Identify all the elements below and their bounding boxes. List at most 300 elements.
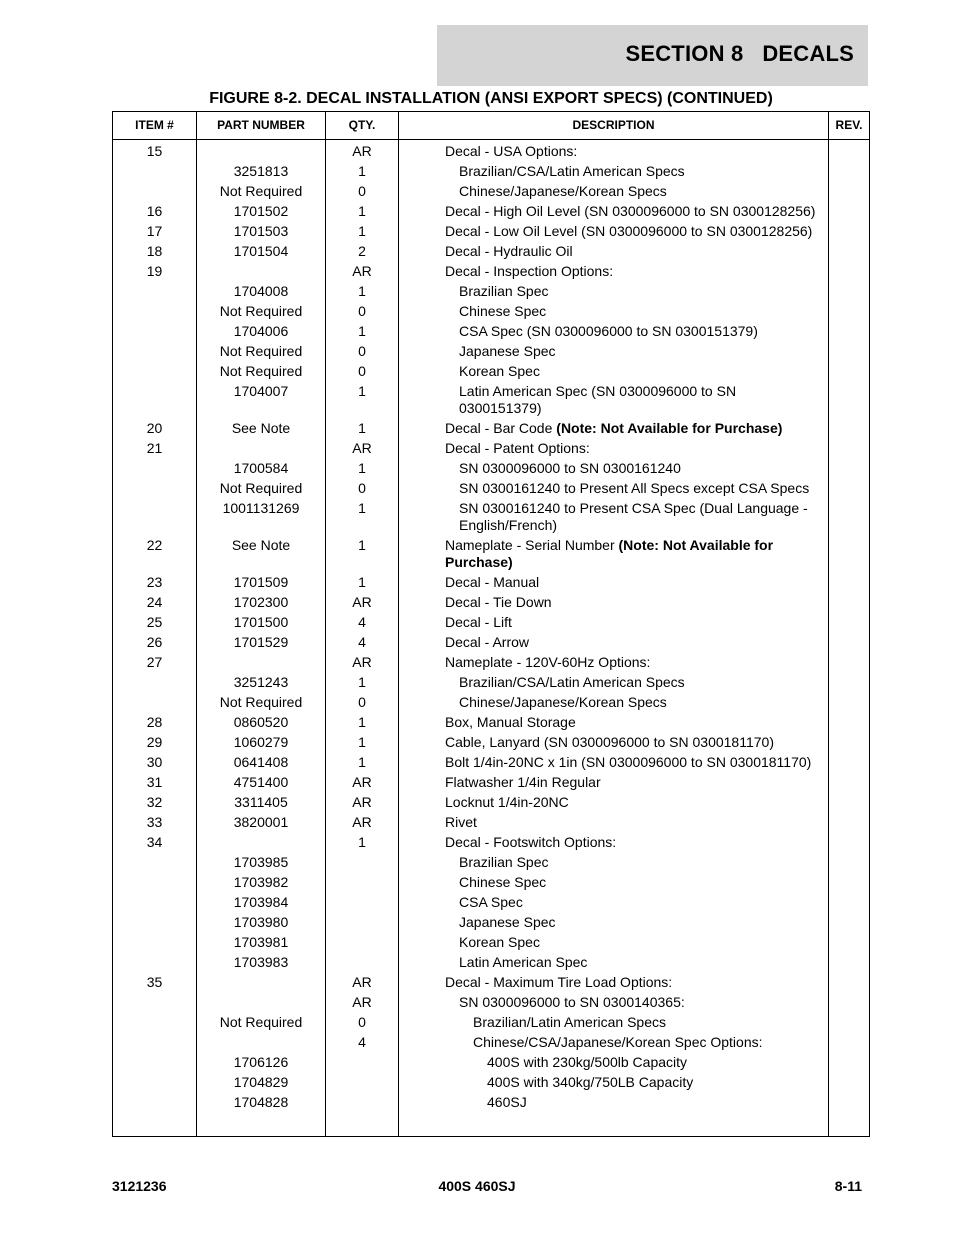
rev-cell xyxy=(829,163,870,183)
description-cell xyxy=(399,363,829,383)
part-number-cell: 1703980 xyxy=(197,914,326,934)
description-text: Decal - Manual xyxy=(445,574,540,590)
qty-cell: AR xyxy=(326,140,399,164)
item-number-cell: 22 xyxy=(113,537,197,574)
table-row xyxy=(113,714,870,734)
rev-cell xyxy=(829,140,870,164)
description-text: Brazilian/Latin American Specs xyxy=(473,1014,666,1030)
part-number-cell: 1704828 xyxy=(197,1094,326,1114)
item-number-cell: 17 xyxy=(113,223,197,243)
qty-cell xyxy=(326,954,399,974)
description-text: Decal - Inspection Options: xyxy=(445,263,614,279)
part-number-cell: 3251813 xyxy=(197,163,326,183)
part-number-cell: Not Required xyxy=(197,183,326,203)
item-number-cell xyxy=(113,1014,197,1034)
rev-cell xyxy=(829,594,870,614)
item-number-cell xyxy=(113,934,197,954)
description-text: Decal - Arrow xyxy=(445,634,530,650)
rev-cell xyxy=(829,1094,870,1114)
description-text: Bolt 1/4in-20NC x 1in (SN 0300096000 to SN 0300181170) xyxy=(445,754,812,770)
description-text: Korean Spec xyxy=(459,934,540,950)
item-number-cell: 23 xyxy=(113,574,197,594)
description-cell xyxy=(399,537,829,574)
qty-cell: 1 xyxy=(326,734,399,754)
empty-cell xyxy=(197,1114,326,1137)
figure-title: FIGURE 8-2. DECAL INSTALLATION (ANSI EXPORT SPECS) (CONTINUED) xyxy=(209,90,773,107)
rev-cell xyxy=(829,874,870,894)
part-number-cell: 3311405 xyxy=(197,794,326,814)
part-number-cell: 3251243 xyxy=(197,674,326,694)
rev-cell xyxy=(829,654,870,674)
item-number-cell: 19 xyxy=(113,263,197,283)
description-text: Chinese/Japanese/Korean Specs xyxy=(459,694,667,710)
rev-cell xyxy=(829,500,870,537)
col-header-rev: REV. xyxy=(829,112,870,140)
part-number-cell: 1706126 xyxy=(197,1054,326,1074)
rev-cell xyxy=(829,440,870,460)
description-cell xyxy=(399,814,829,834)
rev-cell xyxy=(829,223,870,243)
qty-cell: 4 xyxy=(326,614,399,634)
description-cell xyxy=(399,1014,829,1034)
table-row xyxy=(113,754,870,774)
rev-cell xyxy=(829,1034,870,1054)
table-row xyxy=(113,263,870,283)
description-cell xyxy=(399,283,829,303)
qty-cell: 0 xyxy=(326,694,399,714)
table-row xyxy=(113,500,870,537)
description-cell xyxy=(399,674,829,694)
table-row xyxy=(113,183,870,203)
qty-cell: 1 xyxy=(326,574,399,594)
qty-cell xyxy=(326,1094,399,1114)
description-cell xyxy=(399,500,829,537)
part-number-cell: 1701504 xyxy=(197,243,326,263)
description-text: Latin American Spec xyxy=(459,954,588,970)
item-number-cell xyxy=(113,1094,197,1114)
description-cell xyxy=(399,974,829,994)
qty-cell: 4 xyxy=(326,1034,399,1054)
description-text: Chinese Spec xyxy=(459,874,547,890)
rev-cell xyxy=(829,283,870,303)
description-text: Cable, Lanyard (SN 0300096000 to SN 0300181170) xyxy=(445,734,774,750)
qty-cell xyxy=(326,1054,399,1074)
part-number-cell: 1703981 xyxy=(197,934,326,954)
qty-cell: 1 xyxy=(326,460,399,480)
footer-model: 400S 460SJ xyxy=(438,1178,516,1194)
description-text: SN 0300096000 to SN 0300161240 xyxy=(459,460,681,476)
description-text: 460SJ xyxy=(487,1094,527,1110)
description-cell xyxy=(399,894,829,914)
col-header-qty: QTY. xyxy=(326,112,399,140)
table-row xyxy=(113,694,870,714)
table-row xyxy=(113,163,870,183)
description-text: Latin American Spec (SN 0300096000 to SN 0300151379) xyxy=(459,383,740,416)
parts-table xyxy=(112,111,870,1137)
description-cell xyxy=(399,1074,829,1094)
part-number-cell xyxy=(197,263,326,283)
description-cell xyxy=(399,1094,829,1114)
qty-cell xyxy=(326,854,399,874)
description-text: SN 0300161240 to Present CSA Spec (Dual Language - English/French) xyxy=(459,500,812,533)
description-text: Locknut 1/4in-20NC xyxy=(445,794,569,810)
section-title: SECTION 8 DECALS xyxy=(625,41,854,66)
item-number-cell xyxy=(113,363,197,383)
table-row xyxy=(113,243,870,263)
description-cell xyxy=(399,480,829,500)
part-number-cell: Not Required xyxy=(197,363,326,383)
qty-cell: 1 xyxy=(326,537,399,574)
qty-cell xyxy=(326,874,399,894)
table-row xyxy=(113,1074,870,1094)
qty-cell: AR xyxy=(326,974,399,994)
qty-cell: 2 xyxy=(326,243,399,263)
empty-cell xyxy=(326,1114,399,1137)
part-number-cell: 1703985 xyxy=(197,854,326,874)
description-cell xyxy=(399,203,829,223)
description-text: Decal - Patent Options: xyxy=(445,440,590,456)
description-cell xyxy=(399,594,829,614)
part-number-cell: Not Required xyxy=(197,694,326,714)
table-row xyxy=(113,874,870,894)
description-text: 400S with 230kg/500lb Capacity xyxy=(487,1054,688,1070)
table-header-row xyxy=(113,112,870,140)
description-cell xyxy=(399,574,829,594)
description-text: Chinese/CSA/Japanese/Korean Spec Options: xyxy=(473,1034,763,1050)
col-header-description: DESCRIPTION xyxy=(399,112,829,140)
description-cell xyxy=(399,854,829,874)
empty-cell xyxy=(829,1114,870,1137)
rev-cell xyxy=(829,1074,870,1094)
item-number-cell: 24 xyxy=(113,594,197,614)
description-cell xyxy=(399,794,829,814)
description-cell xyxy=(399,914,829,934)
item-number-cell xyxy=(113,994,197,1014)
item-number-cell xyxy=(113,323,197,343)
empty-cell xyxy=(399,1114,829,1137)
rev-cell xyxy=(829,343,870,363)
description-cell xyxy=(399,323,829,343)
description-cell xyxy=(399,303,829,323)
qty-cell: 0 xyxy=(326,183,399,203)
item-number-cell: 28 xyxy=(113,714,197,734)
description-cell xyxy=(399,614,829,634)
qty-cell: 1 xyxy=(326,323,399,343)
item-number-cell: 16 xyxy=(113,203,197,223)
description-text: SN 0300096000 to SN 0300140365: xyxy=(459,994,685,1010)
item-number-cell: 35 xyxy=(113,974,197,994)
description-cell xyxy=(399,223,829,243)
table-row xyxy=(113,203,870,223)
table-row xyxy=(113,894,870,914)
table-row xyxy=(113,460,870,480)
rev-cell xyxy=(829,203,870,223)
table-row xyxy=(113,480,870,500)
part-number-cell: 1704006 xyxy=(197,323,326,343)
description-text: Chinese Spec xyxy=(459,303,547,319)
description-text: Brazilian/CSA/Latin American Specs xyxy=(459,163,685,179)
description-text: Decal - Footswitch Options: xyxy=(445,834,617,850)
table-row xyxy=(113,343,870,363)
rev-cell xyxy=(829,754,870,774)
part-number-cell: 3820001 xyxy=(197,814,326,834)
qty-cell: 0 xyxy=(326,363,399,383)
part-number-cell: 0641408 xyxy=(197,754,326,774)
qty-cell: 1 xyxy=(326,834,399,854)
description-cell xyxy=(399,994,829,1014)
table-row xyxy=(113,1054,870,1074)
description-note: (Note: Not Available for Purchase) xyxy=(445,537,774,570)
qty-cell: AR xyxy=(326,594,399,614)
item-number-cell: 34 xyxy=(113,834,197,854)
item-number-cell: 31 xyxy=(113,774,197,794)
table-row xyxy=(113,654,870,674)
item-number-cell xyxy=(113,163,197,183)
description-cell xyxy=(399,934,829,954)
table-row xyxy=(113,854,870,874)
rev-cell xyxy=(829,480,870,500)
item-number-cell xyxy=(113,914,197,934)
rev-cell xyxy=(829,934,870,954)
table-row xyxy=(113,954,870,974)
rev-cell xyxy=(829,303,870,323)
description-cell xyxy=(399,714,829,734)
qty-cell: 1 xyxy=(326,283,399,303)
description-text: SN 0300161240 to Present All Specs except CSA Specs xyxy=(459,480,810,496)
part-number-cell: 1703984 xyxy=(197,894,326,914)
item-number-cell xyxy=(113,694,197,714)
item-number-cell: 20 xyxy=(113,420,197,440)
item-number-cell: 29 xyxy=(113,734,197,754)
part-number-cell: Not Required xyxy=(197,343,326,363)
footer-page-number: 8-11 xyxy=(834,1178,862,1194)
qty-cell: AR xyxy=(326,440,399,460)
description-cell xyxy=(399,383,829,420)
description-text: CSA Spec xyxy=(459,894,523,910)
item-number-cell xyxy=(113,303,197,323)
part-number-cell: 0860520 xyxy=(197,714,326,734)
description-cell xyxy=(399,754,829,774)
description-text: Box, Manual Storage xyxy=(445,714,576,730)
qty-cell: 1 xyxy=(326,754,399,774)
description-text: 400S with 340kg/750LB Capacity xyxy=(487,1074,694,1090)
part-number-cell: 1060279 xyxy=(197,734,326,754)
part-number-cell: Not Required xyxy=(197,303,326,323)
qty-cell: 1 xyxy=(326,383,399,420)
item-number-cell xyxy=(113,954,197,974)
qty-cell: 1 xyxy=(326,500,399,537)
item-number-cell xyxy=(113,183,197,203)
table-row xyxy=(113,574,870,594)
description-text: Nameplate - Serial Number xyxy=(445,537,619,553)
item-number-cell xyxy=(113,874,197,894)
description-text: Rivet xyxy=(445,814,477,830)
table-row xyxy=(113,283,870,303)
item-number-cell: 26 xyxy=(113,634,197,654)
description-text: Decal - Lift xyxy=(445,614,512,630)
item-number-cell xyxy=(113,383,197,420)
rev-cell xyxy=(829,954,870,974)
description-cell xyxy=(399,694,829,714)
item-number-cell xyxy=(113,1034,197,1054)
description-text: Decal - Bar Code xyxy=(445,420,557,436)
table-row xyxy=(113,303,870,323)
description-cell xyxy=(399,343,829,363)
rev-cell xyxy=(829,674,870,694)
description-cell xyxy=(399,874,829,894)
part-number-cell: 1701529 xyxy=(197,634,326,654)
qty-cell: 0 xyxy=(326,1014,399,1034)
table-row xyxy=(113,994,870,1014)
description-cell xyxy=(399,774,829,794)
description-text: Decal - Tie Down xyxy=(445,594,552,610)
part-number-cell xyxy=(197,140,326,164)
rev-cell xyxy=(829,854,870,874)
item-number-cell: 18 xyxy=(113,243,197,263)
rev-cell xyxy=(829,460,870,480)
rev-cell xyxy=(829,794,870,814)
table-row xyxy=(113,1034,870,1054)
table-row xyxy=(113,834,870,854)
part-number-cell: 4751400 xyxy=(197,774,326,794)
qty-cell xyxy=(326,934,399,954)
rev-cell xyxy=(829,714,870,734)
part-number-cell: Not Required xyxy=(197,480,326,500)
item-number-cell: 32 xyxy=(113,794,197,814)
description-cell xyxy=(399,834,829,854)
part-number-cell: 1701500 xyxy=(197,614,326,634)
part-number-cell xyxy=(197,654,326,674)
description-cell xyxy=(399,163,829,183)
description-text: Brazilian Spec xyxy=(459,283,549,299)
part-number-cell: 1701503 xyxy=(197,223,326,243)
table-row xyxy=(113,914,870,934)
item-number-cell xyxy=(113,500,197,537)
table-row xyxy=(113,1094,870,1114)
table-row xyxy=(113,537,870,574)
rev-cell xyxy=(829,243,870,263)
table-row xyxy=(113,223,870,243)
item-number-cell: 30 xyxy=(113,754,197,774)
table-row xyxy=(113,440,870,460)
item-number-cell xyxy=(113,1054,197,1074)
description-text: Chinese/Japanese/Korean Specs xyxy=(459,183,667,199)
item-number-cell xyxy=(113,480,197,500)
table-filler-row xyxy=(113,1114,870,1137)
rev-cell xyxy=(829,574,870,594)
table-body xyxy=(113,140,870,1137)
description-cell xyxy=(399,440,829,460)
rev-cell xyxy=(829,183,870,203)
rev-cell xyxy=(829,634,870,654)
qty-cell xyxy=(326,894,399,914)
rev-cell xyxy=(829,537,870,574)
rev-cell xyxy=(829,694,870,714)
part-number-cell: 1703983 xyxy=(197,954,326,974)
empty-cell xyxy=(113,1114,197,1137)
table-row xyxy=(113,634,870,654)
table-row xyxy=(113,383,870,420)
description-text: Decal - USA Options: xyxy=(445,143,578,159)
item-number-cell xyxy=(113,1074,197,1094)
description-text: Nameplate - 120V-60Hz Options: xyxy=(445,654,651,670)
item-number-cell: 21 xyxy=(113,440,197,460)
qty-cell: AR xyxy=(326,654,399,674)
rev-cell xyxy=(829,914,870,934)
part-number-cell xyxy=(197,994,326,1014)
rev-cell xyxy=(829,363,870,383)
rev-cell xyxy=(829,383,870,420)
description-cell xyxy=(399,183,829,203)
rev-cell xyxy=(829,734,870,754)
rev-cell xyxy=(829,420,870,440)
description-text: Decal - Hydraulic Oil xyxy=(445,243,573,259)
qty-cell: AR xyxy=(326,774,399,794)
description-cell xyxy=(399,263,829,283)
table-row xyxy=(113,974,870,994)
qty-cell: 4 xyxy=(326,634,399,654)
qty-cell: 1 xyxy=(326,714,399,734)
rev-cell xyxy=(829,834,870,854)
table-row xyxy=(113,794,870,814)
footer-doc-number: 3121236 xyxy=(112,1178,167,1194)
rev-cell xyxy=(829,974,870,994)
table-row xyxy=(113,774,870,794)
description-text: Brazilian/CSA/Latin American Specs xyxy=(459,674,685,690)
part-number-cell: 1704008 xyxy=(197,283,326,303)
table-row xyxy=(113,674,870,694)
qty-cell: 1 xyxy=(326,420,399,440)
table-row xyxy=(113,814,870,834)
description-cell xyxy=(399,1034,829,1054)
qty-cell: 1 xyxy=(326,223,399,243)
table-row xyxy=(113,140,870,164)
description-text: Japanese Spec xyxy=(459,343,556,359)
part-number-cell xyxy=(197,1034,326,1054)
qty-cell: 1 xyxy=(326,674,399,694)
qty-cell: AR xyxy=(326,994,399,1014)
table-row xyxy=(113,323,870,343)
item-number-cell xyxy=(113,894,197,914)
item-number-cell xyxy=(113,283,197,303)
table-row xyxy=(113,934,870,954)
description-text: Japanese Spec xyxy=(459,914,556,930)
part-number-cell: 1703982 xyxy=(197,874,326,894)
section-header-box xyxy=(437,25,868,86)
description-text: Decal - High Oil Level (SN 0300096000 to SN 0300128256) xyxy=(445,203,816,219)
description-text: Decal - Maximum Tire Load Options: xyxy=(445,974,673,990)
description-text: Decal - Low Oil Level (SN 0300096000 to SN 0300128256) xyxy=(445,223,813,239)
item-number-cell xyxy=(113,674,197,694)
part-number-cell: 1702300 xyxy=(197,594,326,614)
description-cell xyxy=(399,140,829,164)
description-cell xyxy=(399,634,829,654)
rev-cell xyxy=(829,614,870,634)
item-number-cell xyxy=(113,460,197,480)
rev-cell xyxy=(829,894,870,914)
part-number-cell: 1701509 xyxy=(197,574,326,594)
col-header-part-number: PART NUMBER xyxy=(197,112,326,140)
rev-cell xyxy=(829,814,870,834)
part-number-cell: See Note xyxy=(197,537,326,574)
description-note: (Note: Not Available for Purchase) xyxy=(556,420,783,436)
part-number-cell: Not Required xyxy=(197,1014,326,1034)
description-cell xyxy=(399,1054,829,1074)
description-cell xyxy=(399,954,829,974)
table-row xyxy=(113,363,870,383)
rev-cell xyxy=(829,1054,870,1074)
part-number-cell: 1704007 xyxy=(197,383,326,420)
